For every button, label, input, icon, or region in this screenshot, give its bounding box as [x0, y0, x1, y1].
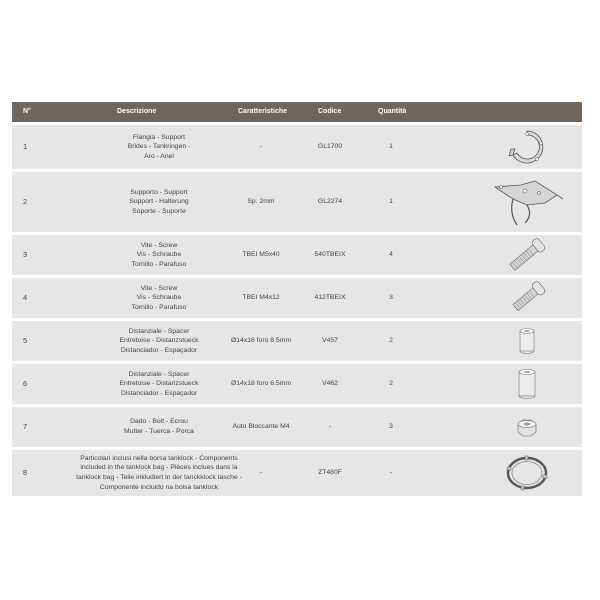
row-code: V462 — [322, 380, 338, 388]
row-quantity: 3 — [389, 294, 393, 302]
row-quantity: 1 — [389, 143, 393, 151]
row-quantity: 1 — [389, 198, 393, 206]
description-line: Distanciador - Espaçador — [120, 346, 198, 354]
description-line: Brides - Tankringen - — [127, 143, 191, 151]
row-quantity: 2 — [389, 337, 393, 345]
parts-table — [12, 102, 582, 496]
description-line: Vite - Screw — [140, 241, 178, 249]
header-codice: Codice — [318, 108, 342, 115]
short-screw-icon — [472, 278, 582, 318]
description-line: Particolari inclusi nella borsa tanklock - Components — [80, 454, 238, 462]
row-number: 3 — [23, 250, 28, 260]
description-line: Mutter - Tuerca - Porca — [124, 428, 194, 435]
header-quantita: Quantità — [378, 108, 407, 115]
row-characteristics: TBEI M5x40 — [242, 251, 280, 259]
bracket-support-icon — [472, 172, 582, 232]
table-row — [12, 450, 582, 496]
row-characteristics: Ø14x16 foro 8.5mm — [230, 337, 292, 345]
description-line: Flangia - Support — [132, 133, 186, 141]
description-line: Tornillo - Parafuso — [131, 303, 187, 311]
long-screw-icon — [472, 235, 582, 275]
spacer-icon — [472, 321, 582, 361]
row-code: 540TBEIX — [314, 251, 346, 259]
description-line: Vite - Screw — [140, 284, 178, 292]
flange-ring-icon — [472, 125, 582, 169]
row-number: 7 — [23, 422, 28, 432]
description-line: Dado - Bolt - Ecrou — [130, 418, 188, 426]
row-number: 5 — [23, 336, 28, 346]
tanklock-ring-icon — [472, 450, 582, 496]
table-row — [12, 235, 582, 275]
table-row — [12, 125, 582, 169]
row-quantity: 4 — [389, 251, 393, 259]
table-row — [12, 278, 582, 318]
table-row — [12, 321, 582, 361]
row-code: ZT480F — [318, 469, 342, 477]
table-row — [12, 407, 582, 447]
row-characteristics: Ø14x18 foro 6.5mm — [230, 380, 292, 388]
row-number: 4 — [23, 293, 28, 303]
header-num: N° — [23, 108, 31, 115]
description-line: Soporte - Suporte — [132, 207, 186, 215]
row-quantity: 2 — [389, 380, 393, 388]
description-line: Aro - Anel — [144, 152, 174, 160]
description-line: tanklock bag - Teile inkludiert in der tanckklock tasche - — [76, 474, 242, 481]
description-line: Entretoise - Distanzstueck — [119, 380, 199, 388]
row-code: - — [328, 423, 332, 431]
description-line: Entretoise - Distanzstueck — [119, 337, 199, 345]
description-line: Vis - Schraube — [136, 251, 182, 259]
row-code: GL1700 — [317, 143, 343, 151]
table-row — [12, 172, 582, 232]
description-line: Tornillo - Parafuso — [131, 260, 187, 268]
row-characteristics: Sp. 2mm — [247, 198, 275, 206]
row-characteristics: - — [259, 469, 263, 477]
row-number: 8 — [23, 468, 28, 478]
row-code: GL2274 — [317, 198, 343, 206]
header-caratteristiche: Caratteristiche — [238, 108, 288, 115]
description-line: Vis - Schraube — [136, 294, 182, 302]
header-descrizione: Descrizione — [117, 108, 157, 115]
row-number: 2 — [23, 197, 28, 207]
row-number: 1 — [23, 142, 28, 152]
row-characteristics: TBEI M4x12 — [242, 294, 280, 302]
spacer-tall-icon — [472, 364, 582, 404]
row-quantity: 3 — [389, 423, 393, 431]
description-line: Distanziale - Spacer — [128, 327, 190, 335]
description-line: included in the tanklock bag - Pièces inclues dans la — [80, 464, 238, 472]
row-quantity: - — [389, 469, 393, 477]
description-line: Distanciador - Espaçador — [120, 389, 198, 397]
row-code: V457 — [322, 337, 338, 345]
table-row — [12, 364, 582, 404]
description-line: Componente incluido na bolsa tanklock — [99, 483, 219, 491]
row-characteristics: Auto Bloccante M4 — [232, 423, 290, 431]
description-line: Distanziale - Spacer — [128, 370, 190, 378]
row-code: 412TBEIX — [314, 294, 346, 302]
hex-nut-icon — [472, 407, 582, 447]
description-line: Supporto - Support — [130, 188, 188, 196]
row-characteristics: - — [259, 143, 263, 151]
table-header — [12, 102, 582, 122]
row-number: 6 — [23, 379, 28, 389]
description-line: Support - Halterung — [129, 198, 189, 206]
